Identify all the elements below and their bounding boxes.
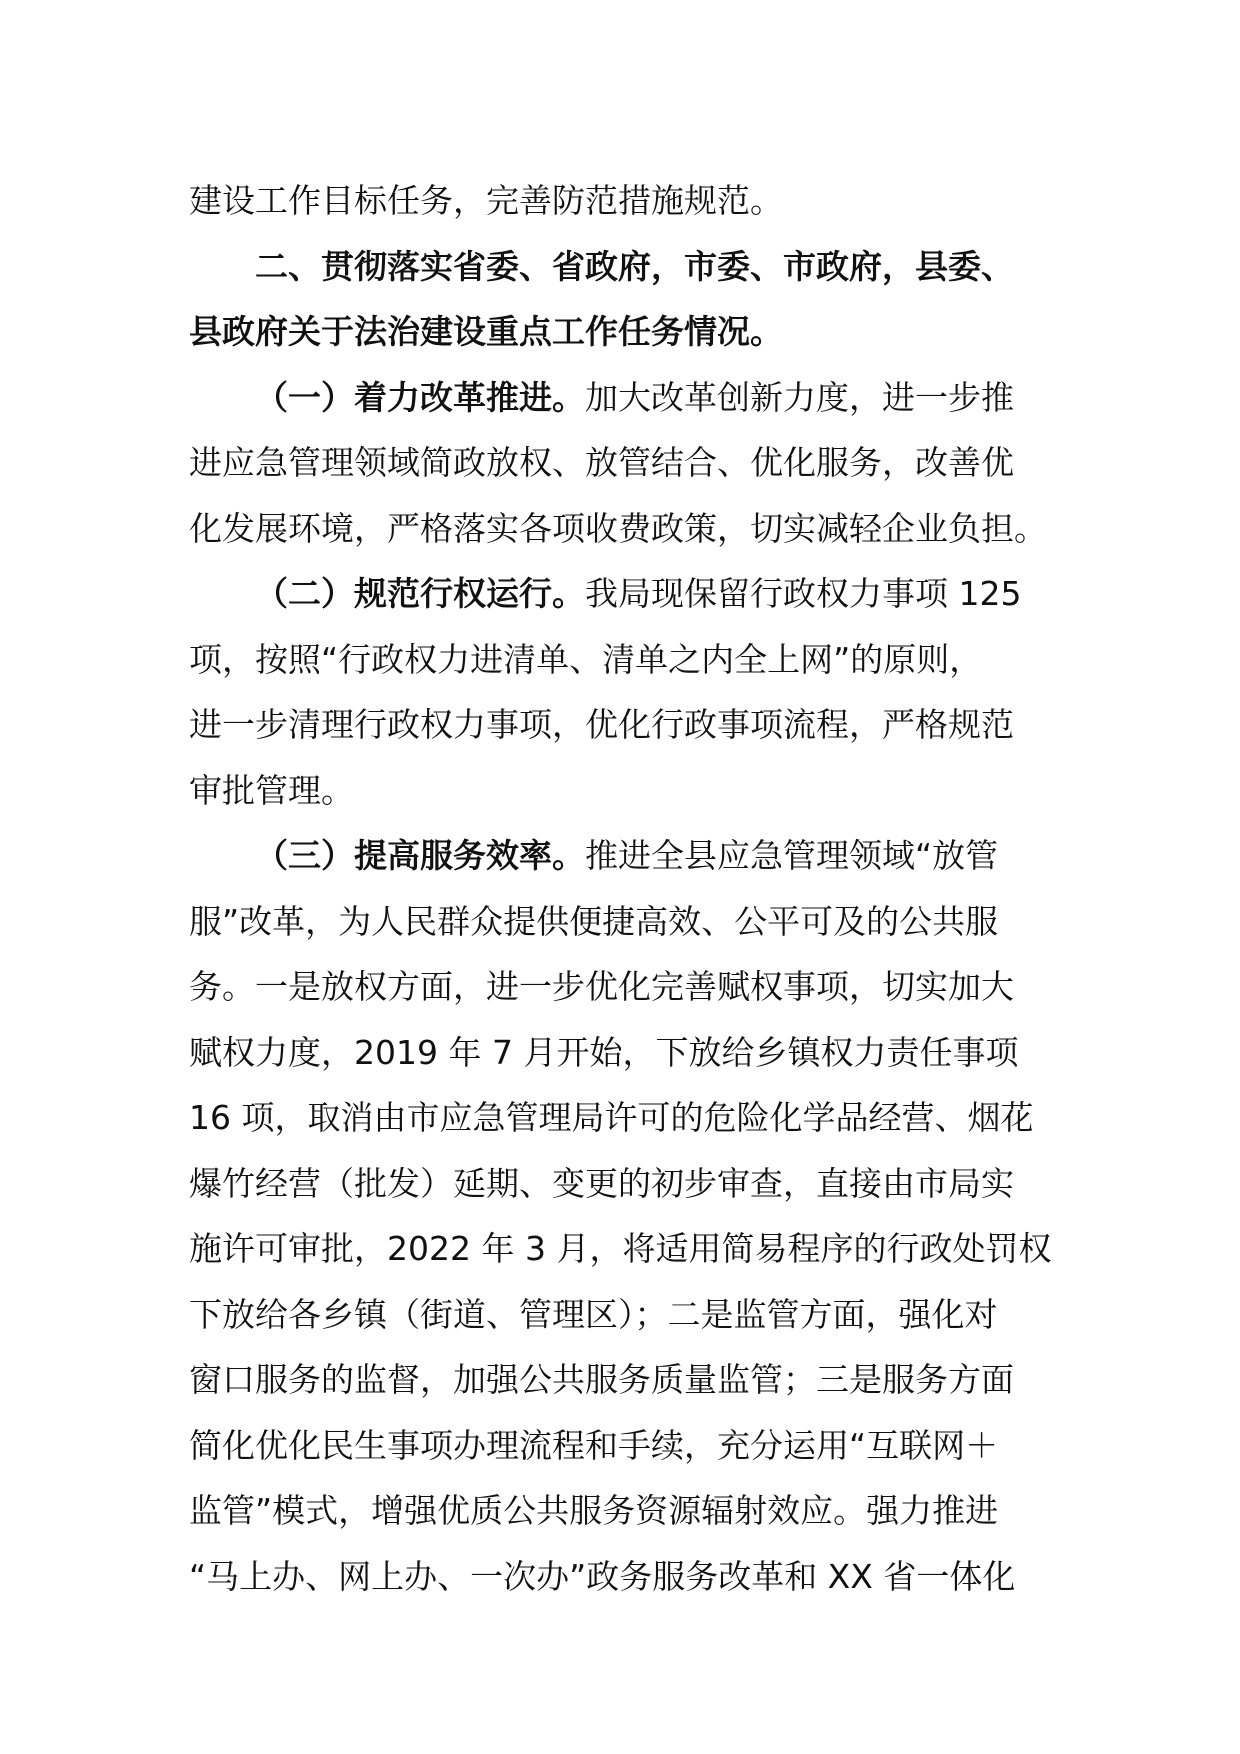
paragraph-line: “马上办、网上办、一次办”政务服务改革和 XX 省一体化: [189, 1556, 1016, 1596]
paragraph-line: 施许可审批，2022 年 3 月，将适用简易程序的行政处罚权: [189, 1229, 1052, 1268]
document-page: [189, 168, 1059, 1609]
subsection-first-line: [189, 561, 1059, 627]
section-heading-line: 县政府关于法治建设重点工作任务情况。: [189, 312, 783, 351]
paragraph-line: 审批管理。: [189, 770, 354, 810]
subsection-first-line: [189, 823, 1059, 889]
subsection-first-line: [189, 365, 1059, 431]
paragraph-line: 窗口服务的监督，加强公共服务质量监管；三是服务方面: [189, 1360, 1014, 1399]
paragraph-line: 进应急管理领域简政放权、放管结合、优化服务，改善优: [189, 443, 1014, 482]
subsection-title: （二）规范行权运行。: [255, 574, 585, 613]
paragraph-line: 服”改革，为人民群众提供便捷高效、公平可及的公共服: [189, 901, 999, 941]
paragraph-line: 项，按照“行政权力进清单、清单之内全上网”的原则，: [189, 639, 983, 679]
paragraph-text: 推进全县应急管理领域“放管: [585, 836, 999, 875]
subsection-title: （三）提高服务效率。: [255, 836, 585, 875]
paragraph-line: 16 项，取消由市应急管理局许可的危险化学品经营、烟花: [189, 1098, 1034, 1137]
paragraph-line: 赋权力度，2019 年 7 月开始，下放给乡镇权力责任事项: [189, 1032, 1019, 1072]
paragraph-line: 化发展环境，严格落实各项收费政策，切实减轻企业负担。: [189, 508, 1047, 548]
section-heading-line: 二、贯彻落实省委、省政府，市委、市政府，县委、: [255, 246, 1014, 286]
paragraph-line: 进一步清理行政权力事项，优化行政事项流程，严格规范: [189, 705, 1014, 744]
paragraph-line: 简化优化民生事项办理流程和手续，充分运用“互联网＋: [189, 1425, 999, 1465]
paragraph-text: 我局现保留行政权力事项 125: [585, 574, 1022, 613]
paragraph-line: 下放给各乡镇（街道、管理区）；二是监管方面，强化对: [189, 1294, 998, 1334]
paragraph-line: 建设工作目标任务，完善防范措施规范。: [189, 181, 783, 220]
paragraph-line: 务。一是放权方面，进一步优化完善赋权事项，切实加大: [189, 967, 1014, 1006]
paragraph-text: 加大改革创新力度，进一步推: [585, 377, 1014, 417]
subsection-title: （一）着力改革推进。: [255, 377, 585, 417]
paragraph-line: 爆竹经营（批发）延期、变更的初步审查，直接由市局实: [189, 1163, 1014, 1203]
paragraph-line: 监管”模式，增强优质公共服务资源辐射效应。强力推进: [189, 1491, 999, 1530]
